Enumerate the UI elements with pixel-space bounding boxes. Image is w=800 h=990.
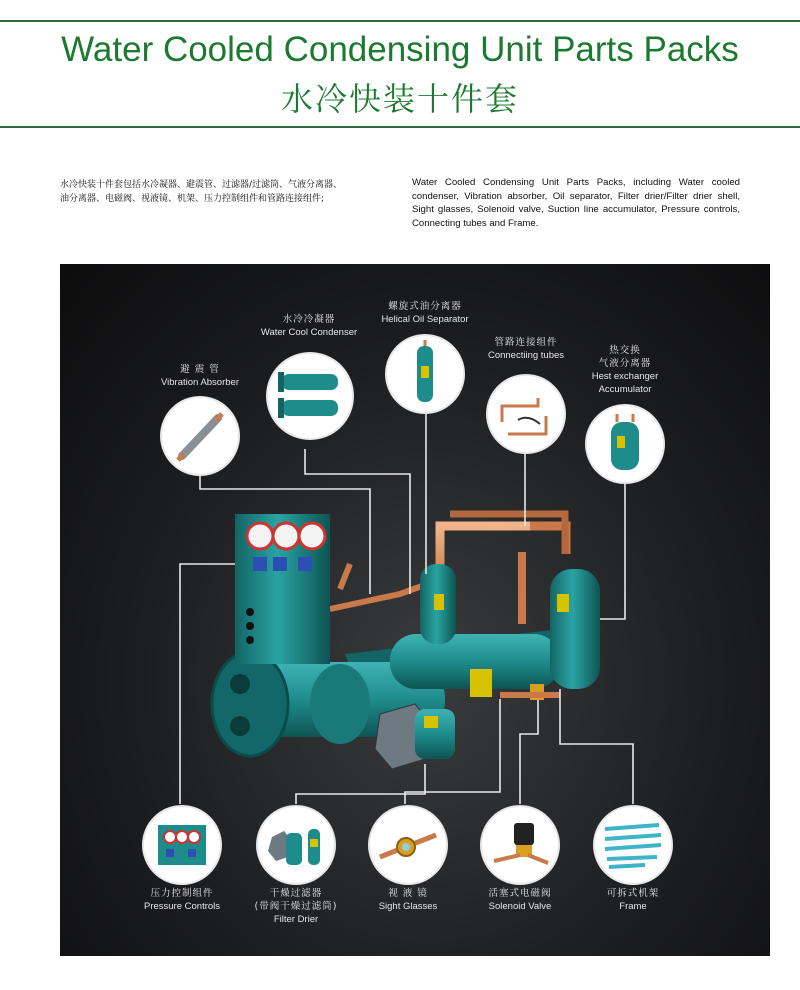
frame-bar-2 [605,835,661,839]
accumulator-sticker [617,436,625,448]
sight-window [402,843,410,851]
vibration-absorber-circle [162,398,238,474]
sight-glass-circle [370,807,446,883]
tubes-circle [488,376,564,452]
tubes-en: Connectiing tubes [487,350,565,361]
mini-gauge-1 [164,831,176,843]
sight-glass-label [348,887,468,913]
condenser-dome [310,664,370,744]
condenser-cap-2 [278,398,284,418]
tubes-icon [488,376,564,452]
filter-drier-cn2: (带阀干燥过滤筒) [254,901,338,912]
frame-bar-4 [607,857,657,859]
valve-pipe-1 [494,855,520,861]
frame-en: Frame [619,901,647,912]
mini-gauge-2 [176,831,188,843]
condenser-circle [268,354,352,438]
accumulator-en2: Accumulator [598,384,652,395]
frame-label [573,887,693,913]
oil-separator-cn: 螺旋式油分离器 [388,301,462,312]
line-frame [560,689,633,804]
copper-pipe-3 [450,514,565,554]
drier-body-1 [286,833,302,865]
filter-drier-cn1: 干燥过滤器 [269,888,323,899]
pressure-controls-icon [144,807,220,883]
hose-body [182,418,218,456]
filter-drier-icon [258,807,334,883]
frame-icon [595,807,671,883]
switch-1 [253,557,267,571]
port-1 [246,608,254,616]
pressure-controls-label [122,887,242,913]
oil-separator-icon [387,336,463,412]
frame-bar-3 [605,845,661,849]
vibration-absorber-cn: 避 震 管 [180,364,220,375]
gauge-2 [273,523,299,549]
frame-circle [595,807,671,883]
top-rule [0,20,800,22]
end-port-2 [230,716,250,736]
frame-bar-1 [605,825,659,829]
sight-glass-en: Sight Glasses [378,901,438,912]
frame-bar-5 [609,865,645,867]
description-en: Water Cooled Condensing Unit Parts Packs, including Water cooled condenser, Vibration absorber, Oil separator, Filter drier/Filter drier shell, Sight glasses, Solenoid valve, Suction line accumulator, Pressure controls, Connecting tubes and Frame. [412,177,740,229]
product-panel [60,264,770,956]
drier-sticker [310,839,318,847]
accumulator-cn1: 热交换 [609,345,641,356]
mini-gauge-3 [188,831,200,843]
solenoid-valve-circle [482,807,558,883]
accumulator-label [565,344,685,396]
filter-drier-circle [258,807,334,883]
pressure-controls-circle [144,807,220,883]
copper-pipe-5 [330,586,422,609]
page-title-en: Water Cooled Condensing Unit Parts Packs [61,30,739,69]
label-sticker-3 [557,594,569,612]
description-cn [60,178,380,206]
condenser-end-plate [212,652,288,756]
condenser-icon [268,354,352,438]
solenoid-valve-en: Solenoid Valve [488,901,552,912]
port-3 [246,636,254,644]
frame-cn: 可拆式机架 [606,888,660,899]
pressure-controls-en: Pressure Controls [143,901,221,912]
condenser-tube-1 [282,374,338,390]
oil-separator-en: Helical Oil Separator [381,314,469,325]
oil-separator-circle [387,336,463,412]
accumulator-circle [587,406,663,482]
accumulator-cn2: 气液分离器 [598,358,652,369]
bottom-rule [0,126,800,128]
sight-glass-cn: 视 液 镜 [388,888,428,899]
condenser-tube-2 [282,400,338,416]
oil-separator-label [365,300,485,326]
solenoid-valve-label [460,887,580,913]
valve-pipe-2 [528,855,548,863]
separator-sticker [421,366,429,378]
capillary [518,418,540,424]
page-title-cn: 水冷快装十件套 [280,80,519,118]
label-sticker-2 [434,594,444,610]
condenser-cn: 水冷冷凝器 [282,314,336,325]
line-accumulator [600,482,625,619]
condenser-cap-1 [278,372,284,392]
label-sticker-1 [470,669,492,697]
coil [514,823,534,845]
switch-3 [298,557,312,571]
description-cn-line1: 水冷快装十件套包括水冷凝器、避震管、过滤器/过滤筒、气液分离器、 [60,180,343,190]
accumulator-body [550,569,600,689]
filter-drier-label [236,887,356,926]
switch-2 [273,557,287,571]
tubes-cn: 管路连接组件 [494,337,558,348]
gauge-1 [247,523,273,549]
vibration-absorber-icon [162,398,238,474]
mini-switch-2 [188,849,196,857]
vibration-absorber-label [142,363,258,389]
pressure-controls-cn: 压力控制组件 [150,888,214,899]
condenser-en: Water Cool Condenser [260,327,358,338]
solenoid-valve-icon [482,807,558,883]
line-solenoid [520,700,538,804]
mini-switch-1 [166,849,174,857]
condenser-label [246,313,372,339]
solenoid-valve-cn: 活塞式电磁阀 [488,888,552,899]
liquid-line [500,692,560,698]
accumulator-en1: Hest exchanger [591,371,659,382]
label-sticker-4 [424,716,438,728]
copper-pipe-6 [340,564,350,589]
gauge-3 [299,523,325,549]
sight-glass-icon [370,807,446,883]
copper-pipe-2 [530,526,566,554]
accumulator-icon [587,406,663,482]
end-port-1 [230,674,250,694]
description-cn-line2: 油分离器、电磁阀、视液镜、机架、压力控制组件和管路连接组件; [60,194,325,204]
port-2 [246,622,254,630]
filter-drier-en: Filter Drier [273,914,319,925]
vibration-absorber-en: Vibration Absorber [161,377,239,388]
